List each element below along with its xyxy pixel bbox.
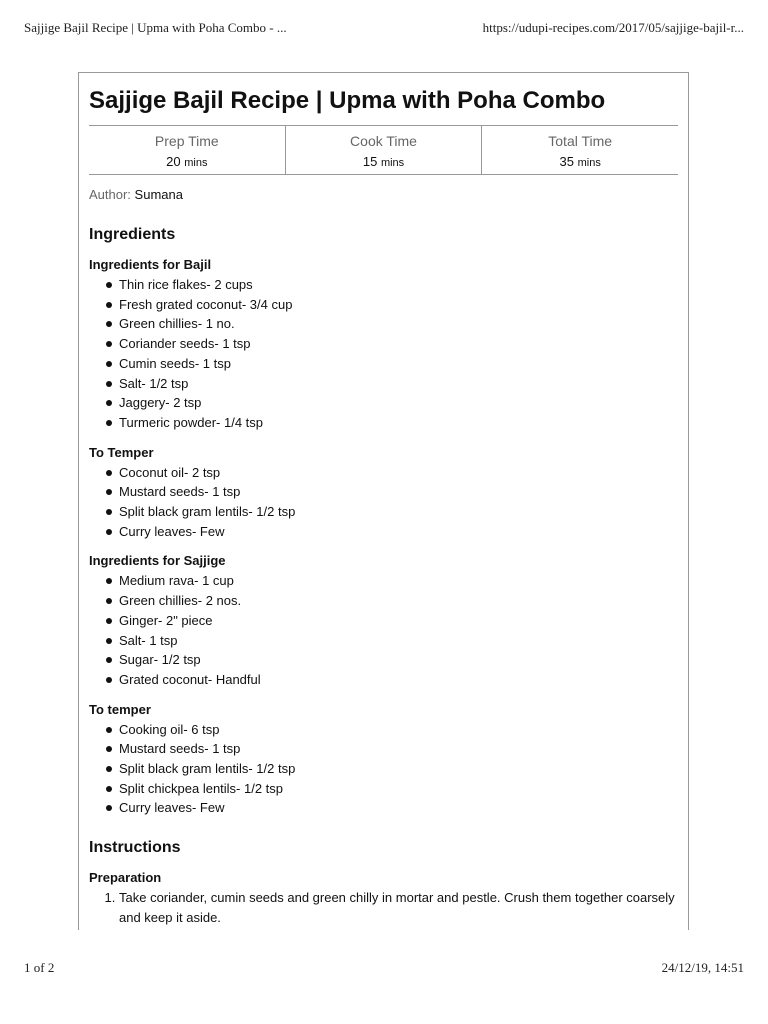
cook-time-unit: mins	[380, 157, 405, 169]
ingredient-item: Sugar- 1/2 tsp	[89, 650, 678, 670]
ingredient-item: Mustard seeds- 1 tsp	[89, 739, 678, 759]
ingredient-item: Jaggery- 2 tsp	[89, 393, 678, 413]
ingredient-list	[89, 571, 678, 689]
print-header	[0, 20, 768, 40]
recipe-author	[89, 187, 678, 203]
prep-time-value	[89, 153, 285, 172]
ingredient-list	[89, 463, 678, 542]
ingredient-item: Grated coconut- Handful	[89, 670, 678, 690]
print-page-url: https://udupi-recipes.com/2017/05/sajjige-bajil-r...	[482, 20, 744, 35]
ingredients-heading: Ingredients	[89, 226, 176, 243]
prep-time-number: 20	[166, 154, 181, 169]
ingredient-item: Green chillies- 2 nos.	[89, 591, 678, 611]
ingredient-item: Cooking oil- 6 tsp	[89, 720, 678, 740]
ingredient-item: Split black gram lentils- 1/2 tsp	[89, 759, 678, 779]
prep-time-unit: mins	[184, 157, 208, 169]
print-footer	[0, 960, 768, 980]
recipe-times	[89, 125, 678, 175]
instruction-groups	[89, 870, 678, 928]
ingredient-item: Split black gram lentils- 1/2 tsp	[89, 502, 678, 522]
instruction-steps	[89, 888, 678, 928]
cook-time	[285, 126, 482, 174]
recipe-title: Sajjige Bajil Recipe | Upma with Poha Combo	[89, 87, 606, 114]
ingredient-groups	[89, 257, 678, 818]
author-label: Author:	[89, 187, 131, 202]
prep-time	[89, 126, 285, 174]
ingredient-item: Curry leaves- Few	[89, 522, 678, 542]
total-time-number: 35	[559, 154, 574, 169]
cook-time-number: 15	[362, 154, 378, 169]
ingredient-item: Turmeric powder- 1/4 tsp	[89, 413, 678, 433]
ingredient-list	[89, 720, 678, 819]
total-time	[481, 126, 678, 174]
total-time-label: Total Time	[548, 133, 613, 149]
total-time-unit: mins	[577, 157, 601, 169]
ingredient-group-title: To Temper	[89, 444, 154, 460]
ingredient-item: Salt- 1 tsp	[89, 631, 678, 651]
ingredient-item: Mustard seeds- 1 tsp	[89, 482, 678, 502]
ingredient-item: Cumin seeds- 1 tsp	[89, 354, 678, 374]
page-number: 1 of 2	[24, 960, 55, 975]
ingredient-item: Salt- 1/2 tsp	[89, 374, 678, 394]
ingredient-item: Split chickpea lentils- 1/2 tsp	[89, 779, 678, 799]
recipe-card	[78, 72, 689, 930]
print-page-title: Sajjige Bajil Recipe | Upma with Poha Combo - ...	[24, 20, 287, 35]
ingredient-item: Coriander seeds- 1 tsp	[89, 334, 678, 354]
ingredient-group-title: To temper	[89, 701, 151, 717]
ingredient-group-title: Ingredients for Sajjige	[89, 553, 226, 569]
instruction-group-title: Preparation	[89, 870, 162, 886]
author-name: Sumana	[134, 187, 183, 202]
ingredient-item: Medium rava- 1 cup	[89, 571, 678, 591]
ingredient-item: Green chillies- 1 no.	[89, 314, 678, 334]
ingredient-item: Thin rice flakes- 2 cups	[89, 275, 678, 295]
ingredient-list	[89, 275, 678, 433]
ingredient-item: Fresh grated coconut- 3/4 cup	[89, 295, 678, 315]
prep-time-label: Prep Time	[154, 133, 219, 149]
ingredient-item: Ginger- 2" piece	[89, 611, 678, 631]
cook-time-value	[286, 153, 482, 172]
ingredient-group-title: Ingredients for Bajil	[89, 257, 212, 272]
ingredient-item: Curry leaves- Few	[89, 798, 678, 818]
print-datetime: 24/12/19, 14:51	[661, 960, 744, 975]
instruction-step: 1. Take coriander, cumin seeds and green chilly in mortar and pestle. Crush them together coarsely and keep it aside.	[119, 888, 678, 928]
total-time-value	[482, 153, 678, 172]
ingredient-item: Coconut oil- 2 tsp	[89, 463, 678, 483]
instructions-heading: Instructions	[89, 839, 181, 857]
cook-time-label: Cook Time	[350, 133, 417, 149]
